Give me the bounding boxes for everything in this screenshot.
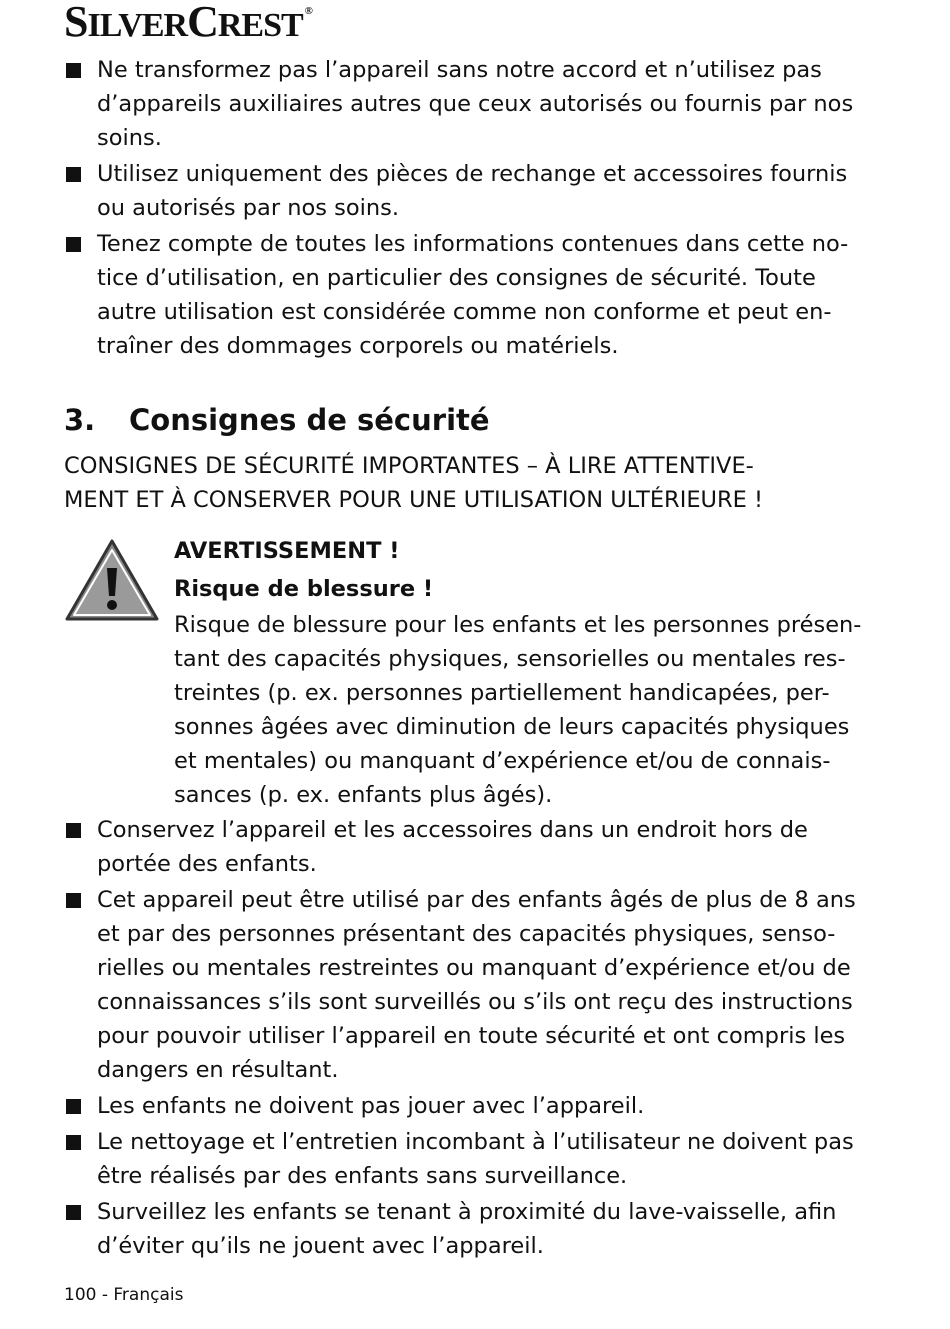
- list-item-line: Les enfants ne doivent pas jouer avec l’appareil.: [97, 1093, 645, 1119]
- list-item: [64, 883, 864, 1087]
- top-bullet-list: [64, 53, 864, 365]
- list-item-line: tice d’utilisation, en particulier des consignes de sécurité. Toute: [97, 265, 816, 291]
- list-item-line: rielles ou mentales restreintes ou manquant d’expérience et/ou de: [97, 955, 851, 981]
- warning-line: sances (p. ex. enfants plus âgés).: [174, 782, 553, 808]
- section-heading: [64, 400, 490, 440]
- square-bullet-icon: [66, 1135, 81, 1150]
- section-title: Consignes de sécurité: [129, 403, 490, 437]
- silvercrest-logo: [64, 0, 312, 44]
- square-bullet-icon: [66, 823, 81, 838]
- list-item-line: dangers en résultant.: [97, 1057, 339, 1083]
- square-bullet-icon: [66, 167, 81, 182]
- notice-line: MENT ET À CONSERVER POUR UNE UTILISATION ULTÉRIEURE !: [64, 487, 764, 513]
- logo-text-ilver: ILVER: [87, 7, 188, 44]
- warning-block: [174, 532, 874, 812]
- list-item-line: et par des personnes présentant des capacités physiques, senso-: [97, 921, 836, 947]
- list-item-line: autre utilisation est considérée comme non conforme et peut en-: [97, 299, 832, 325]
- list-item-line: connaissances s’ils sont surveillés ou s’ils ont reçu des instructions: [97, 989, 853, 1015]
- square-bullet-icon: [66, 893, 81, 908]
- list-item-line: Conservez l’appareil et les accessoires dans un endroit hors de: [97, 817, 808, 843]
- list-item-line: Utilisez uniquement des pièces de rechange et accessoires fournis: [97, 161, 848, 187]
- square-bullet-icon: [66, 1205, 81, 1220]
- warning-triangle-icon: [64, 538, 160, 622]
- list-item-line: d’éviter qu’ils ne jouent avec l’appareil.: [97, 1233, 544, 1259]
- warning-title: AVERTISSEMENT !: [174, 538, 400, 564]
- warning-line: treintes (p. ex. personnes partiellement handicapées, per-: [174, 680, 830, 706]
- list-item-line: Cet appareil peut être utilisé par des enfants âgés de plus de 8 ans: [97, 887, 856, 913]
- registered-mark: ®: [304, 5, 312, 17]
- page-footer: 100 - Français: [64, 1285, 184, 1305]
- warning-line: sonnes âgées avec diminution de leurs capacités physiques: [174, 714, 850, 740]
- warning-line: tant des capacités physiques, sensorielles ou mentales res-: [174, 646, 846, 672]
- warning-line: et mentales) ou manquant d’expérience et/ou de connais-: [174, 748, 831, 774]
- list-item-line: Surveillez les enfants se tenant à proximité du lave-vaisselle, afin: [97, 1199, 837, 1225]
- list-item: [64, 53, 864, 155]
- warning-subtitle: Risque de blessure !: [174, 576, 434, 602]
- list-item: [64, 227, 864, 363]
- list-item-line: soins.: [97, 125, 162, 151]
- logo-letter-c: C: [187, 0, 218, 46]
- list-item: [64, 1089, 864, 1123]
- list-item-line: Le nettoyage et l’entretien incombant à l’utilisateur ne doivent pas: [97, 1129, 854, 1155]
- section-number: 3.: [64, 403, 96, 437]
- list-item-line: portée des enfants.: [97, 851, 317, 877]
- logo-text-rest: REST: [217, 7, 303, 44]
- list-item-line: Tenez compte de toutes les informations contenues dans cette no-: [97, 231, 849, 257]
- list-item-line: ou autorisés par nos soins.: [97, 195, 400, 221]
- list-item-line: Ne transformez pas l’appareil sans notre accord et n’utilisez pas: [97, 57, 822, 83]
- bottom-bullet-list: [64, 813, 864, 1265]
- list-item-line: pour pouvoir utiliser l’appareil en toute sécurité et ont compris les: [97, 1023, 846, 1049]
- list-item-line: d’appareils auxiliaires autres que ceux autorisés ou fournis par nos: [97, 91, 854, 117]
- square-bullet-icon: [66, 237, 81, 252]
- list-item: [64, 1125, 864, 1193]
- warning-line: Risque de blessure pour les enfants et les personnes présen-: [174, 612, 862, 638]
- notice-line: CONSIGNES DE SÉCURITÉ IMPORTANTES – À LIRE ATTENTIVE-: [64, 453, 754, 479]
- important-safety-notice: [64, 449, 763, 517]
- square-bullet-icon: [66, 1099, 81, 1114]
- list-item-line: traîner des dommages corporels ou matériels.: [97, 333, 619, 359]
- list-item: [64, 813, 864, 881]
- list-item: [64, 1195, 864, 1263]
- square-bullet-icon: [66, 63, 81, 78]
- list-item-line: être réalisés par des enfants sans surveillance.: [97, 1163, 628, 1189]
- logo-letter-s: S: [64, 0, 88, 46]
- list-item: [64, 157, 864, 225]
